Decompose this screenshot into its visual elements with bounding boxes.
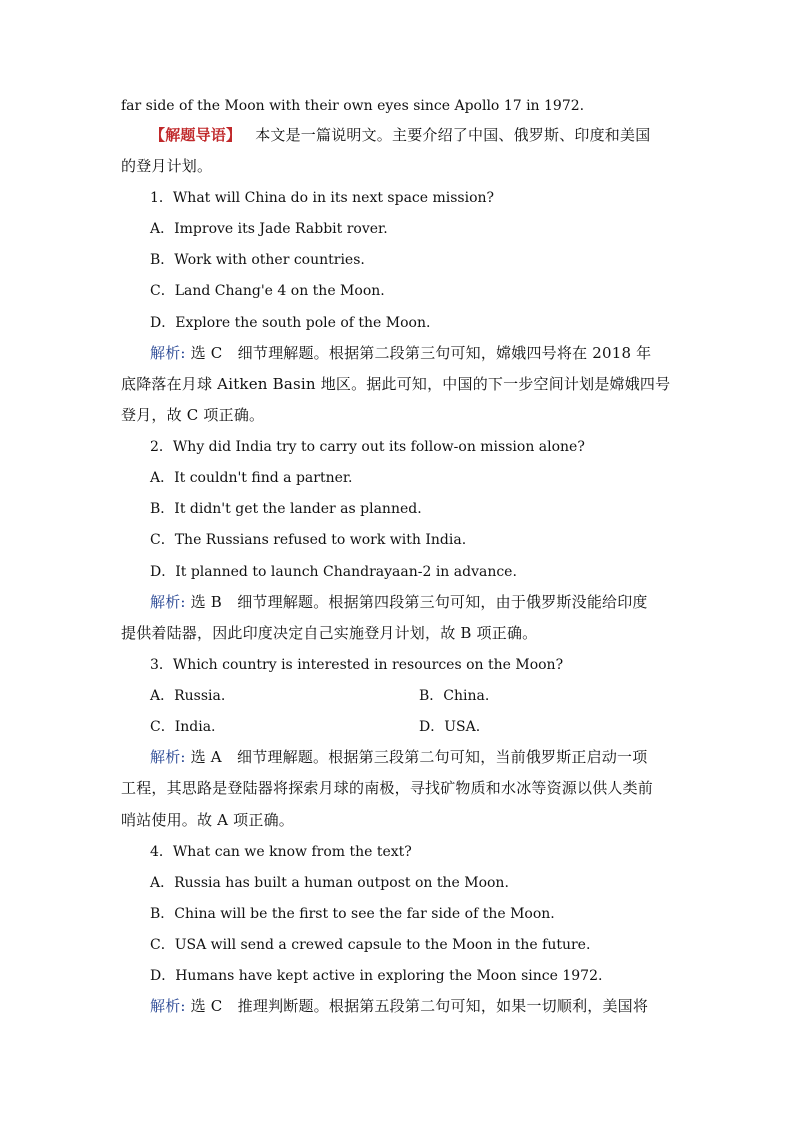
- reading-guide-label: 【解题导语】: [150, 126, 242, 144]
- q3-option-a: A．Russia.: [150, 688, 226, 704]
- q1-analysis-cont-2: 登月，故 C 项正确。: [121, 406, 265, 424]
- question-3: 3．Which country is interested in resources on the Moon?: [150, 657, 564, 673]
- reading-guide-text: 本文是一篇说明文。主要介绍了中国、俄罗斯、印度和美国: [255, 126, 651, 144]
- q2-option-b: B．It didn't get the lander as planned.: [150, 501, 422, 517]
- q4-option-b: B．China will be the first to see the far side of the Moon.: [150, 906, 555, 922]
- q2-analysis-text: 选 B 细节理解题。根据第四段第三句可知，由于俄罗斯没能给印度: [190, 593, 648, 611]
- q3-analysis-cont-1: 工程，其思路是登陆器将探索月球的南极，寻找矿物质和水冰等资源以供人类前: [121, 779, 654, 797]
- q2-option-d: D．It planned to launch Chandrayaan-2 in advance.: [150, 564, 517, 580]
- q3-option-c: C．India.: [150, 719, 216, 735]
- reading-guide: [150, 125, 650, 145]
- analysis-label: 解析:: [150, 344, 186, 362]
- q4-option-d: D．Humans have kept active in exploring the Moon since 1972.: [150, 968, 603, 984]
- q3-analysis-cont-2: 哨站使用。故 A 项正确。: [121, 811, 294, 829]
- q1-option-a: A．Improve its Jade Rabbit rover.: [150, 221, 388, 237]
- q1-analysis-cont-1: 底降落在月球 Aitken Basin 地区。据此可知，中国的下一步空间计划是嫦娥四号: [121, 375, 671, 393]
- question-2: 2．Why did India try to carry out its follow-on mission alone?: [150, 439, 585, 455]
- q2-analysis: [150, 592, 648, 612]
- analysis-label: 解析:: [150, 748, 186, 766]
- q2-option-a: A．It couldn't find a partner.: [150, 470, 353, 486]
- q1-option-b: B．Work with other countries.: [150, 252, 365, 268]
- analysis-label: 解析:: [150, 997, 186, 1015]
- q3-option-d: D．USA.: [419, 719, 481, 735]
- q1-analysis: [150, 343, 651, 363]
- q3-analysis: [150, 747, 647, 767]
- q1-option-c: C．Land Chang'e 4 on the Moon.: [150, 283, 385, 299]
- reading-guide-text-cont: 的登月计划。: [121, 157, 213, 175]
- q3-analysis-text: 选 A 细节理解题。根据第三段第二句可知，当前俄罗斯正启动一项: [190, 748, 648, 766]
- q1-analysis-text: 选 C 细节理解题。根据第二段第三句可知，嫦娥四号将在 2018 年: [190, 344, 652, 362]
- q4-option-a: A．Russia has built a human outpost on the Moon.: [150, 875, 509, 891]
- q1-option-d: D．Explore the south pole of the Moon.: [150, 315, 431, 331]
- q4-analysis-text: 选 C 推理判断题。根据第五段第二句可知，如果一切顺利，美国将: [190, 997, 649, 1015]
- q4-option-c: C．USA will send a crewed capsule to the Moon in the future.: [150, 937, 591, 953]
- q2-analysis-cont-1: 提供着陆器，因此印度决定自己实施登月计划，故 B 项正确。: [121, 624, 538, 642]
- q4-analysis: [150, 996, 648, 1016]
- question-4: 4．What can we know from the text?: [150, 844, 412, 860]
- analysis-label: 解析:: [150, 593, 186, 611]
- q3-option-b: B．China.: [419, 688, 490, 704]
- q2-option-c: C．The Russians refused to work with India.: [150, 532, 467, 548]
- continued-text-line: far side of the Moon with their own eyes since Apollo 17 in 1972.: [121, 98, 585, 114]
- question-1: 1．What will China do in its next space mission?: [150, 190, 495, 206]
